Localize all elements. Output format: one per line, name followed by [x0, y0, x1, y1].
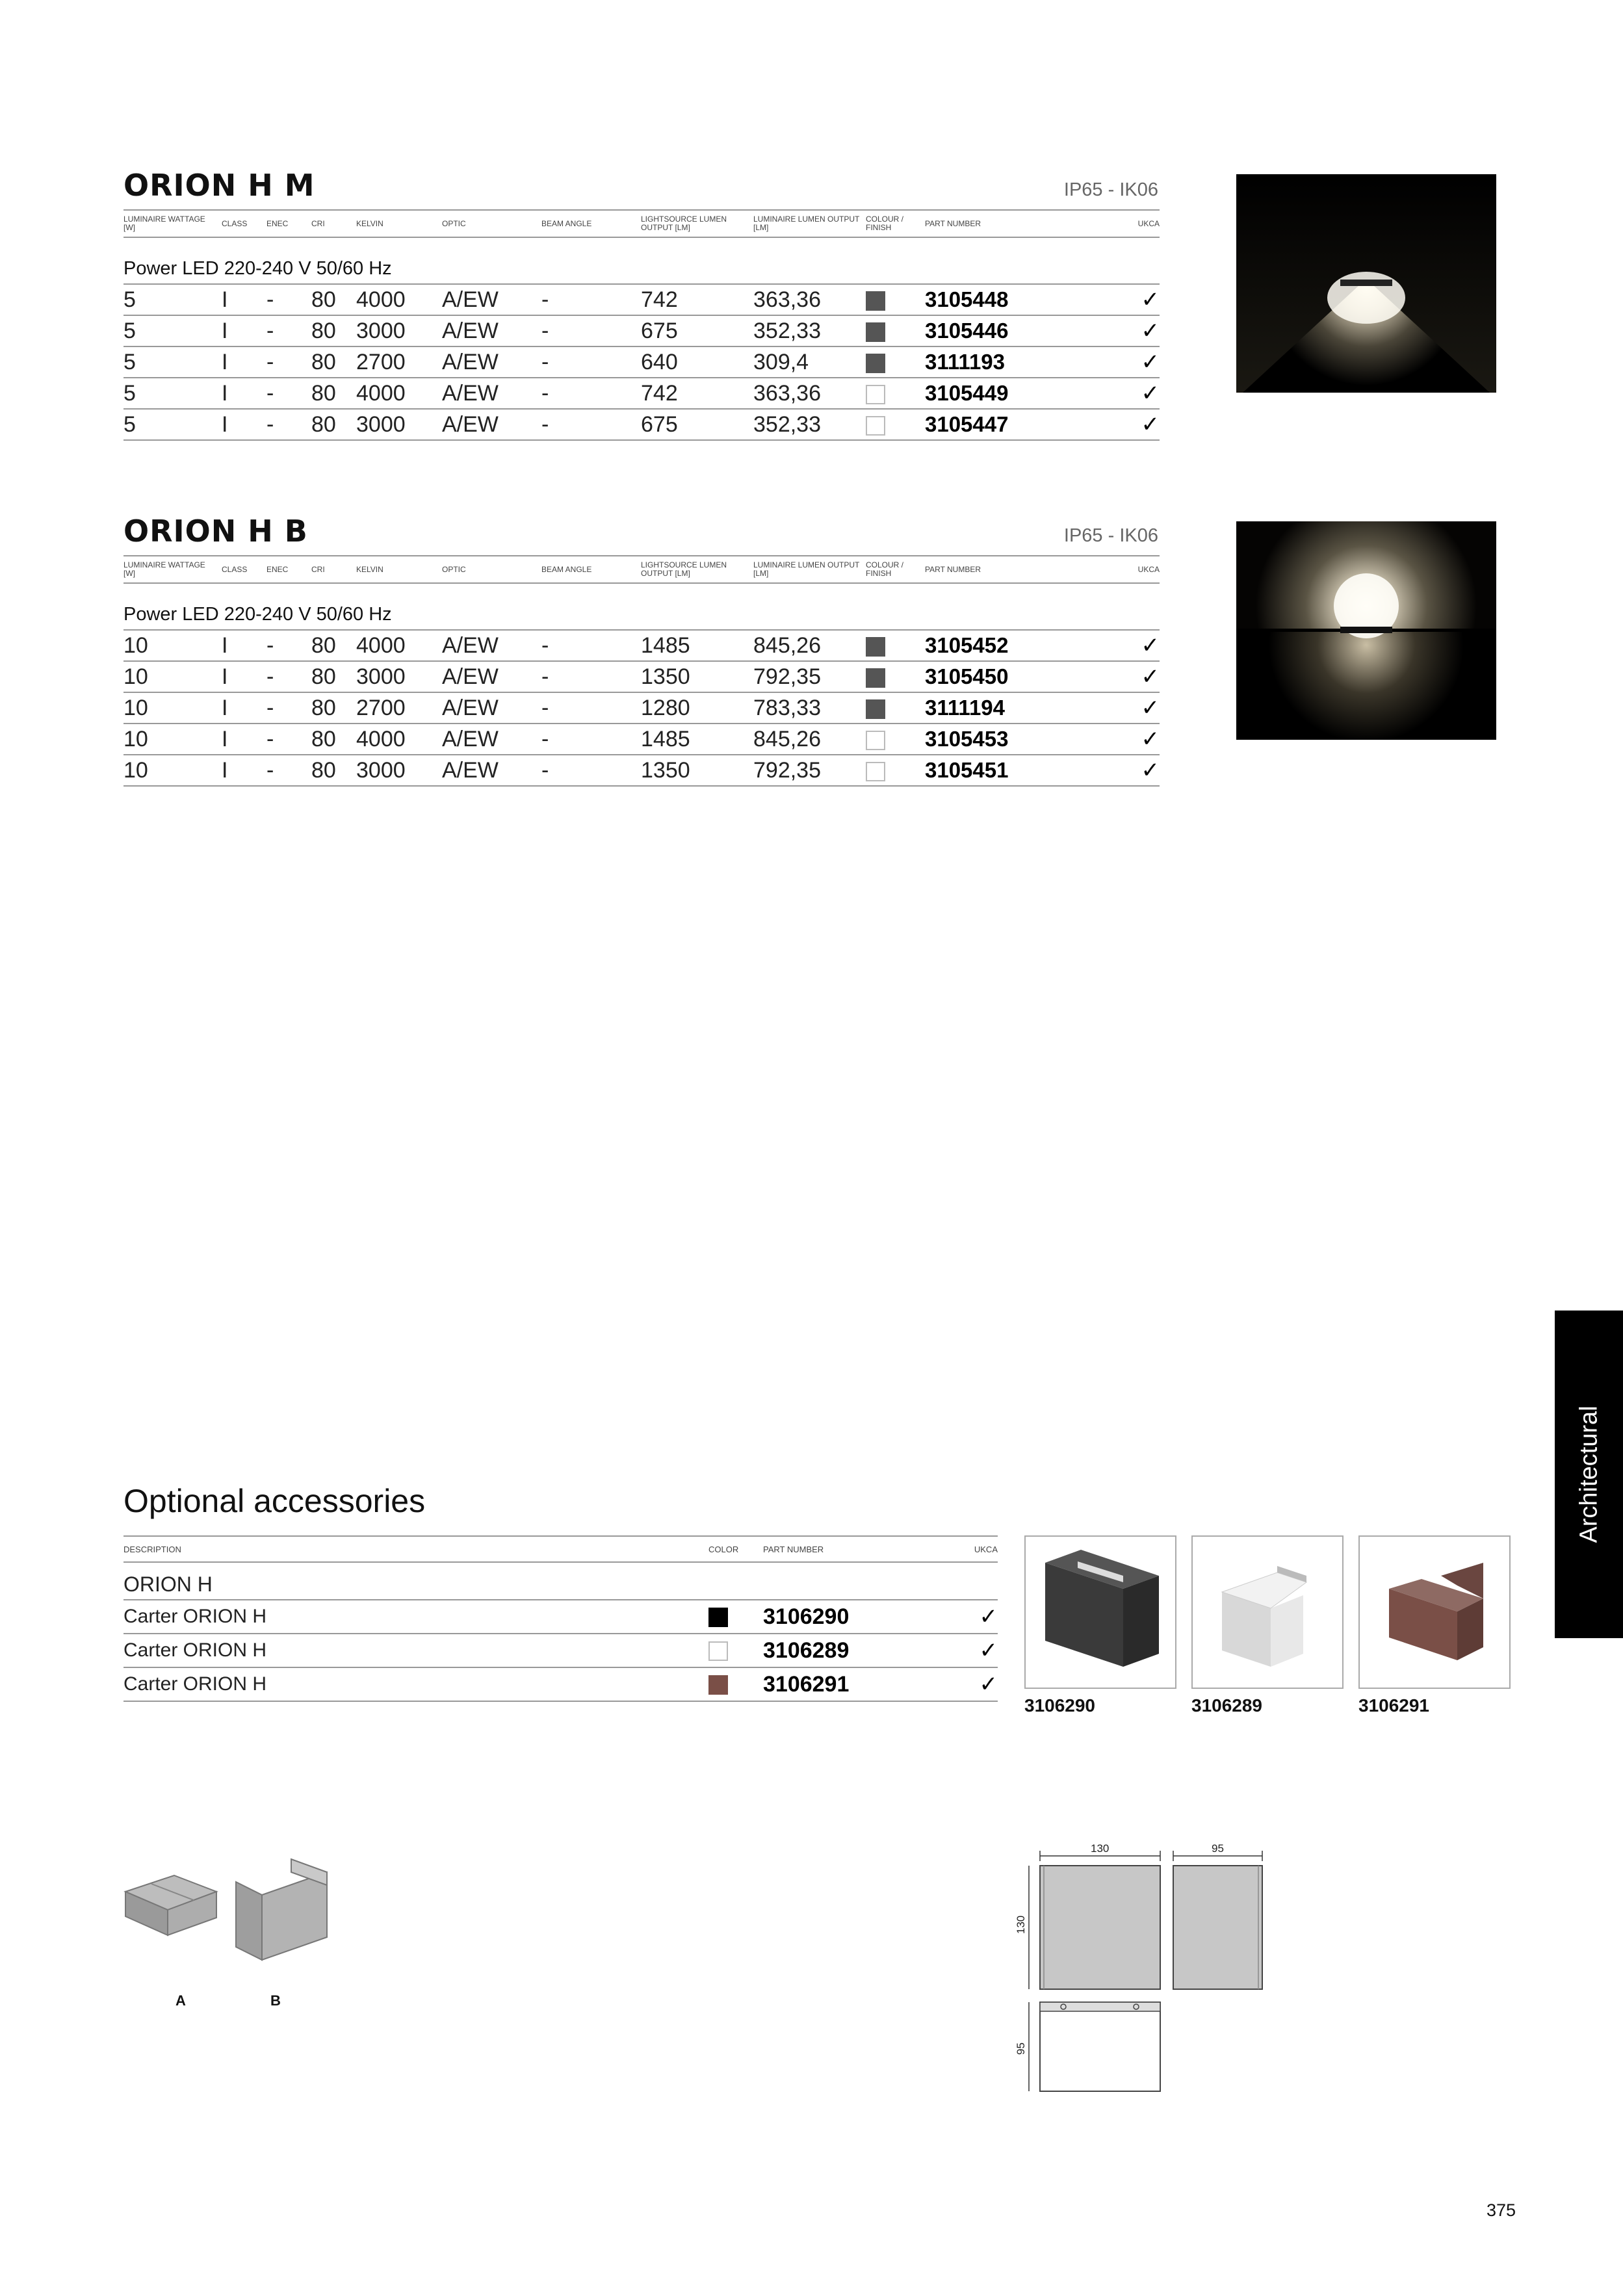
wattage-cell: 5 — [123, 346, 222, 378]
dimension-drawing — [1007, 1836, 1280, 2109]
finish-swatch — [866, 291, 885, 311]
cri-cell: 80 — [311, 409, 356, 440]
ukca-cell — [1113, 346, 1160, 378]
check-icon: ✓ — [1141, 381, 1160, 406]
spec-table — [123, 555, 1160, 787]
ukca-cell — [1113, 378, 1160, 409]
part-number-cell: 3105447 — [925, 409, 1113, 440]
wattage-cell: 5 — [123, 378, 222, 409]
beam-angle-cell: - — [541, 755, 641, 786]
product-group-label: Power LED 220-240 V 50/60 Hz — [123, 237, 1160, 284]
finish-cell — [866, 630, 925, 661]
label-a: A — [175, 1992, 186, 2009]
enec-cell: - — [266, 378, 311, 409]
wattage-cell: 10 — [123, 692, 222, 724]
optic-cell: A/EW — [442, 661, 541, 692]
wattage-cell: 10 — [123, 755, 222, 786]
luminaire-lumen-cell: 363,36 — [753, 378, 866, 409]
ukca-cell — [1113, 692, 1160, 724]
accessories-table — [123, 1535, 998, 1702]
section-tab-label: Architectural — [1575, 1405, 1602, 1543]
cri-cell: 80 — [311, 692, 356, 724]
table-row — [123, 315, 1160, 346]
col-ukca: UKCA — [1113, 210, 1160, 237]
cri-cell: 80 — [311, 630, 356, 661]
spec-table — [123, 209, 1160, 441]
finish-cell — [866, 692, 925, 724]
cri-cell: 80 — [311, 378, 356, 409]
check-icon: ✓ — [979, 1604, 998, 1629]
dim-top-width: 130 — [1091, 1842, 1110, 1855]
class-cell: I — [222, 346, 266, 378]
kelvin-cell: 3000 — [356, 755, 442, 786]
check-icon: ✓ — [1141, 287, 1160, 312]
part-number-cell: 3105448 — [925, 284, 1113, 315]
product-photo-up-down-light — [1236, 521, 1496, 740]
lightsource-lumen-cell: 742 — [641, 378, 753, 409]
table-row — [123, 346, 1160, 378]
part-number-cell: 3105452 — [925, 630, 1113, 661]
finish-cell — [866, 346, 925, 378]
accessory-row — [123, 1634, 998, 1667]
beam-angle-cell: - — [541, 409, 641, 440]
finish-swatch — [866, 385, 885, 404]
finish-swatch — [866, 762, 885, 781]
ukca-cell — [1113, 724, 1160, 755]
cri-cell: 80 — [311, 315, 356, 346]
col-lightsource-lumen: LIGHTSOURCE LUMEN OUTPUT [LM] — [641, 210, 753, 237]
beam-angle-cell: - — [541, 661, 641, 692]
kelvin-cell: 4000 — [356, 378, 442, 409]
finish-cell — [866, 755, 925, 786]
wattage-cell: 10 — [123, 724, 222, 755]
optic-cell: A/EW — [442, 315, 541, 346]
kelvin-cell: 4000 — [356, 630, 442, 661]
table-row — [123, 692, 1160, 724]
accessory-row — [123, 1667, 998, 1701]
dim-front-height: 130 — [1015, 1915, 1027, 1934]
check-icon: ✓ — [1141, 664, 1160, 689]
accessory-description: Carter ORION H — [123, 1634, 708, 1667]
beam-angle-cell: - — [541, 346, 641, 378]
class-cell: I — [222, 284, 266, 315]
finish-cell — [866, 724, 925, 755]
col-cri: CRI — [311, 556, 356, 583]
beam-angle-cell: - — [541, 630, 641, 661]
col-cri: CRI — [311, 210, 356, 237]
col-part-number: PART NUMBER — [925, 556, 1113, 583]
ukca-cell — [1113, 284, 1160, 315]
finish-cell — [866, 315, 925, 346]
finish-swatch — [866, 416, 885, 436]
kelvin-cell: 3000 — [356, 409, 442, 440]
mounting-options-diagram — [122, 1853, 337, 2015]
option-a-box — [125, 1875, 216, 1935]
luminaire-lumen-cell: 792,35 — [753, 661, 866, 692]
product-title: ORION H B — [123, 514, 308, 549]
part-number-cell: 3111194 — [925, 692, 1113, 724]
class-cell: I — [222, 378, 266, 409]
accessory-color-cell — [708, 1667, 763, 1701]
class-cell: I — [222, 661, 266, 692]
ip-rating: IP65 - IK06 — [1063, 525, 1158, 546]
color-swatch — [708, 1675, 728, 1695]
beam-angle-cell: - — [541, 724, 641, 755]
col-description: DESCRIPTION — [123, 1536, 708, 1562]
col-kelvin: KELVIN — [356, 210, 442, 237]
col-colour-finish: COLOUR / FINISH — [866, 556, 925, 583]
part-number-cell: 3111193 — [925, 346, 1113, 378]
col-part-number: PART NUMBER — [925, 210, 1113, 237]
col-luminaire-lumen: LUMINAIRE LUMEN OUTPUT [LM] — [753, 556, 866, 583]
cri-cell: 80 — [311, 755, 356, 786]
accessory-row — [123, 1600, 998, 1634]
kelvin-cell: 2700 — [356, 692, 442, 724]
check-icon: ✓ — [1141, 758, 1160, 783]
accessory-image-white — [1191, 1535, 1344, 1689]
accessory-part-number: 3106289 — [763, 1634, 948, 1667]
dim-side-width: 95 — [1212, 1842, 1224, 1855]
wattage-cell: 5 — [123, 315, 222, 346]
accessory-part-number: 3106290 — [763, 1600, 948, 1634]
finish-cell — [866, 661, 925, 692]
luminaire-lumen-cell: 363,36 — [753, 284, 866, 315]
check-icon: ✓ — [1141, 350, 1160, 374]
option-b-shell — [236, 1859, 327, 1960]
lightsource-lumen-cell: 675 — [641, 315, 753, 346]
bottom-view — [1040, 2002, 1160, 2091]
finish-cell — [866, 378, 925, 409]
luminaire-lumen-cell: 845,26 — [753, 724, 866, 755]
enec-cell: - — [266, 692, 311, 724]
cri-cell: 80 — [311, 346, 356, 378]
lightsource-lumen-cell: 640 — [641, 346, 753, 378]
class-cell: I — [222, 692, 266, 724]
col-wattage: LUMINAIRE WATTAGE [W] — [123, 210, 222, 237]
class-cell: I — [222, 630, 266, 661]
enec-cell: - — [266, 661, 311, 692]
enec-cell: - — [266, 409, 311, 440]
page-number: 375 — [1487, 2200, 1516, 2220]
optic-cell: A/EW — [442, 724, 541, 755]
table-row — [123, 409, 1160, 440]
luminaire-lumen-cell: 352,33 — [753, 409, 866, 440]
product-title: ORION H M — [123, 168, 315, 203]
finish-cell — [866, 409, 925, 440]
ukca-cell — [948, 1667, 998, 1701]
col-ukca: UKCA — [1113, 556, 1160, 583]
kelvin-cell: 4000 — [356, 284, 442, 315]
col-optic: OPTIC — [442, 210, 541, 237]
enec-cell: - — [266, 346, 311, 378]
check-icon: ✓ — [1141, 412, 1160, 437]
lightsource-lumen-cell: 675 — [641, 409, 753, 440]
check-icon: ✓ — [979, 1672, 998, 1697]
class-cell: I — [222, 724, 266, 755]
col-beam-angle: BEAM ANGLE — [541, 556, 641, 583]
col-optic: OPTIC — [442, 556, 541, 583]
check-icon: ✓ — [1141, 696, 1160, 720]
optic-cell: A/EW — [442, 755, 541, 786]
optic-cell: A/EW — [442, 284, 541, 315]
col-colour-finish: COLOUR / FINISH — [866, 210, 925, 237]
part-number-cell: 3105451 — [925, 755, 1113, 786]
beam-angle-cell: - — [541, 315, 641, 346]
part-number-cell: 3105449 — [925, 378, 1113, 409]
luminaire-lumen-cell: 845,26 — [753, 630, 866, 661]
finish-cell — [866, 284, 925, 315]
accessory-image-brown — [1358, 1535, 1511, 1689]
accessory-caption: 3106291 — [1358, 1695, 1430, 1715]
check-icon: ✓ — [1141, 727, 1160, 751]
beam-angle-cell: - — [541, 378, 641, 409]
finish-swatch — [866, 668, 885, 688]
dim-bottom-height: 95 — [1015, 2042, 1027, 2055]
wattage-cell: 5 — [123, 409, 222, 440]
cri-cell: 80 — [311, 724, 356, 755]
product-group-label: Power LED 220-240 V 50/60 Hz — [123, 583, 1160, 630]
table-row — [123, 724, 1160, 755]
ukca-cell — [1113, 755, 1160, 786]
col-beam-angle: BEAM ANGLE — [541, 210, 641, 237]
ukca-cell — [1113, 661, 1160, 692]
color-swatch — [708, 1641, 728, 1661]
optic-cell: A/EW — [442, 409, 541, 440]
luminaire-lumen-cell: 783,33 — [753, 692, 866, 724]
accessory-color-cell — [708, 1600, 763, 1634]
table-row — [123, 630, 1160, 661]
accessory-image-black — [1024, 1535, 1176, 1689]
kelvin-cell: 2700 — [356, 346, 442, 378]
part-number-cell: 3105453 — [925, 724, 1113, 755]
part-number-cell: 3105446 — [925, 315, 1113, 346]
check-icon: ✓ — [979, 1638, 998, 1663]
check-icon: ✓ — [1141, 633, 1160, 658]
ip-rating: IP65 - IK06 — [1063, 179, 1158, 200]
side-view — [1173, 1866, 1262, 1989]
finish-swatch — [866, 731, 885, 750]
wattage-cell: 10 — [123, 630, 222, 661]
section-tab[interactable] — [1555, 1311, 1623, 1638]
col-color: COLOR — [708, 1536, 763, 1562]
table-row — [123, 284, 1160, 315]
product-photo-downlight — [1236, 174, 1496, 393]
lightsource-lumen-cell: 742 — [641, 284, 753, 315]
ukca-cell — [948, 1600, 998, 1634]
optic-cell: A/EW — [442, 378, 541, 409]
luminaire-lumen-cell: 352,33 — [753, 315, 866, 346]
optic-cell: A/EW — [442, 692, 541, 724]
accessory-description: Carter ORION H — [123, 1600, 708, 1634]
lightsource-lumen-cell: 1280 — [641, 692, 753, 724]
enec-cell: - — [266, 724, 311, 755]
accessory-caption: 3106290 — [1024, 1695, 1096, 1715]
optic-cell: A/EW — [442, 630, 541, 661]
lightsource-lumen-cell: 1485 — [641, 630, 753, 661]
enec-cell: - — [266, 630, 311, 661]
part-number-cell: 3105450 — [925, 661, 1113, 692]
finish-swatch — [866, 637, 885, 657]
table-row — [123, 378, 1160, 409]
ukca-cell — [1113, 315, 1160, 346]
accessory-color-cell — [708, 1634, 763, 1667]
class-cell: I — [222, 409, 266, 440]
wattage-cell: 5 — [123, 284, 222, 315]
lightsource-lumen-cell: 1485 — [641, 724, 753, 755]
table-row — [123, 661, 1160, 692]
col-wattage: LUMINAIRE WATTAGE [W] — [123, 556, 222, 583]
cri-cell: 80 — [311, 661, 356, 692]
col-kelvin: KELVIN — [356, 556, 442, 583]
class-cell: I — [222, 315, 266, 346]
optic-cell: A/EW — [442, 346, 541, 378]
table-row — [123, 755, 1160, 786]
col-enec: ENEC — [266, 210, 311, 237]
accessory-description: Carter ORION H — [123, 1667, 708, 1701]
enec-cell: - — [266, 755, 311, 786]
col-class: CLASS — [222, 556, 266, 583]
col-enec: ENEC — [266, 556, 311, 583]
ukca-cell — [1113, 630, 1160, 661]
wattage-cell: 10 — [123, 661, 222, 692]
col-class: CLASS — [222, 210, 266, 237]
col-ukca: UKCA — [948, 1536, 998, 1562]
kelvin-cell: 4000 — [356, 724, 442, 755]
ukca-cell — [948, 1634, 998, 1667]
cri-cell: 80 — [311, 284, 356, 315]
luminaire-lumen-cell: 792,35 — [753, 755, 866, 786]
lightsource-lumen-cell: 1350 — [641, 755, 753, 786]
accessory-group: ORION H — [123, 1562, 998, 1600]
accessory-caption: 3106289 — [1191, 1695, 1263, 1715]
class-cell: I — [222, 755, 266, 786]
kelvin-cell: 3000 — [356, 315, 442, 346]
enec-cell: - — [266, 315, 311, 346]
col-luminaire-lumen: LUMINAIRE LUMEN OUTPUT [LM] — [753, 210, 866, 237]
enec-cell: - — [266, 284, 311, 315]
lightsource-lumen-cell: 1350 — [641, 661, 753, 692]
accessory-part-number: 3106291 — [763, 1667, 948, 1701]
front-view — [1040, 1866, 1160, 1989]
beam-angle-cell: - — [541, 284, 641, 315]
col-lightsource-lumen: LIGHTSOURCE LUMEN OUTPUT [LM] — [641, 556, 753, 583]
finish-swatch — [866, 354, 885, 373]
kelvin-cell: 3000 — [356, 661, 442, 692]
col-part-number: PART NUMBER — [763, 1536, 948, 1562]
finish-swatch — [866, 699, 885, 719]
luminaire-lumen-cell: 309,4 — [753, 346, 866, 378]
accessories-title: Optional accessories — [123, 1483, 426, 1519]
ukca-cell — [1113, 409, 1160, 440]
beam-angle-cell: - — [541, 692, 641, 724]
finish-swatch — [866, 322, 885, 342]
color-swatch — [708, 1608, 728, 1627]
label-b: B — [270, 1992, 281, 2009]
check-icon: ✓ — [1141, 319, 1160, 343]
